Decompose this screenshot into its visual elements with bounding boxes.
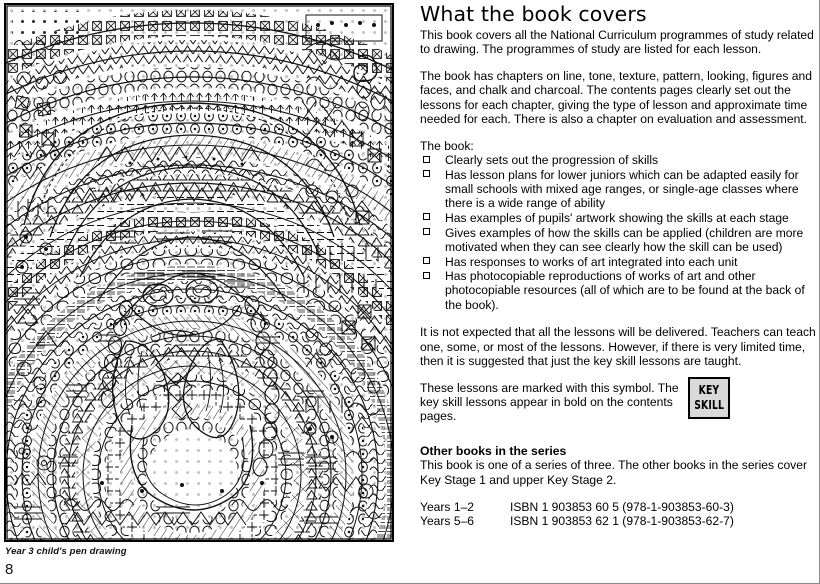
child-pen-drawing xyxy=(6,5,392,540)
page-number: 8 xyxy=(5,561,14,578)
key-skill-symbol xyxy=(688,377,730,419)
list-item xyxy=(420,211,817,225)
list-lead-in: The book: xyxy=(420,138,474,153)
series-years: Years 5–6 xyxy=(420,514,475,529)
key-skill-row xyxy=(420,381,817,437)
checkbox-icon xyxy=(423,213,430,220)
list-item-text: Clearly sets out the progression of skills xyxy=(445,153,659,168)
list-item-text: Gives examples of how the skills can be applied (children are more motivated when they can see clearly how the skill can be used) xyxy=(445,225,804,254)
checkbox-icon xyxy=(423,257,430,264)
artwork-caption: Year 3 child's pen drawing xyxy=(5,546,127,557)
list-item xyxy=(420,168,817,211)
list-item xyxy=(420,269,817,312)
list-item-text: Has responses to works of art integrated into each unit xyxy=(445,254,738,269)
spacer xyxy=(420,312,817,325)
spacer xyxy=(420,437,817,444)
list-item xyxy=(420,153,817,167)
table-row xyxy=(420,500,734,514)
symbol-paragraph: These lessons are marked with this symbol. The key skill lessons appear in bold on the contents pages. xyxy=(420,380,679,424)
spacer xyxy=(420,56,817,69)
checkbox-icon xyxy=(423,170,430,177)
series-paragraph: This book is one of a series of three. The other books in the series cover Key Stage 1 and upper Key Stage 2. xyxy=(420,458,807,487)
key-skill-line1: KEY xyxy=(698,381,720,397)
checkbox-icon xyxy=(423,228,430,235)
chapters-paragraph: The book has chapters on line, tone, texture, pattern, looking, figures and faces, and chalk and charcoal. The contents pages clearly set out the lessons for each chapter, giving the type of lesson and approximate time needed for each. There is also a chapter on evaluation and assessment. xyxy=(420,69,812,126)
series-isbn-table xyxy=(420,500,734,529)
series-heading: Other books in the series xyxy=(420,443,567,458)
feature-checklist xyxy=(420,153,817,312)
list-item-text: Has examples of pupils' artwork showing the skills at each stage xyxy=(445,210,789,225)
list-item-text: Has lesson plans for lower juniors which can be adapted easily for small schools with mixed age ranges, or single-age classes where there is a wide range of ability xyxy=(445,167,799,211)
text-column xyxy=(420,0,817,584)
series-isbn: ISBN 1 903853 62 1 (978-1-903853-62-7) xyxy=(510,514,734,529)
spacer xyxy=(420,487,817,500)
checkbox-icon xyxy=(423,272,430,279)
delivery-paragraph: It is not expected that all the lessons will be delivered. Teachers can teach one, some, or most of the lessons. However, if there is very limited time, then it is suggested that just the key skill lessons are taught. xyxy=(420,325,816,368)
artwork-frame xyxy=(4,3,394,542)
series-years: Years 1–2 xyxy=(420,499,475,514)
spacer xyxy=(420,126,817,139)
spacer xyxy=(420,368,817,381)
list-item-text: Has photocopiable reproductions of works of art and other photocopiable resources (all of which are to be found at the back of the book). xyxy=(445,269,805,312)
list-item xyxy=(420,226,817,254)
checkbox-icon xyxy=(423,156,430,163)
page-title: What the book covers xyxy=(420,2,647,26)
table-row xyxy=(420,514,734,528)
key-skill-line2: SKILL xyxy=(694,397,724,413)
series-isbn: ISBN 1 903853 60 5 (978-1-903853-60-3) xyxy=(510,499,734,514)
intro-paragraph: This book covers all the National Curriculum programmes of study related to drawing. The programmes of study are listed for each lesson. xyxy=(420,27,814,56)
list-item xyxy=(420,255,817,269)
